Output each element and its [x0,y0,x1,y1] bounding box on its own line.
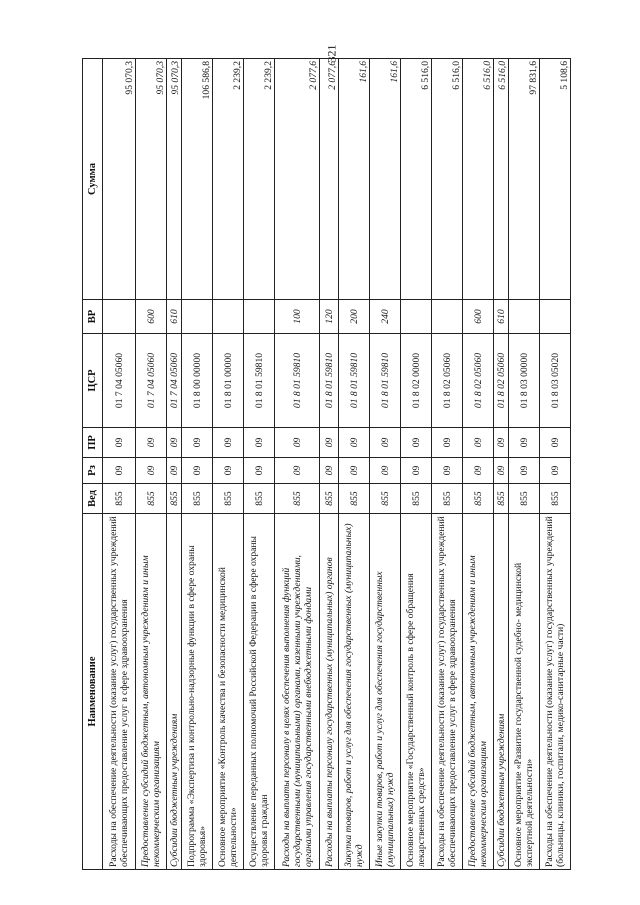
table-row [103,59,136,870]
table-row [275,59,320,870]
row-rz: 09 [463,458,494,484]
header-vr: ВР [83,300,103,334]
row-sum: 95 070,3 [136,59,167,300]
row-pr: 09 [494,428,509,458]
row-name: Иные закупки товаров, работ и услуг для обеспечения государственных (муниципальных) нужд [370,514,401,870]
row-vr: 240 [370,300,401,334]
rotated-table [82,58,570,870]
row-name: Расходы на выплаты персоналу государственных (муниципальных) органов [320,514,339,870]
row-rz: 09 [167,458,182,484]
row-vr: 600 [136,300,167,334]
table-row [213,59,244,870]
row-vr: 200 [339,300,370,334]
row-rz: 09 [370,458,401,484]
row-rz: 09 [182,458,213,484]
row-csr: 01 7 04 05060 [136,334,167,428]
row-sum: 2 239,2 [244,59,275,300]
row-csr: 01 8 01 59810 [320,334,339,428]
row-name: Расходы на обеспечение деятельности (оказание услуг) государственных учреждений (больницы, клиники, госпитали, медико-санитарные части) [540,514,571,870]
table-row [244,59,275,870]
row-sum: 6 516,0 [463,59,494,300]
row-sum: 95 070,3 [103,59,136,300]
page-number: 321 [324,44,339,63]
row-rz: 09 [103,458,136,484]
row-sum: 161,6 [370,59,401,300]
row-sum: 106 586,8 [182,59,213,300]
row-pr: 09 [432,428,463,458]
row-vr: 610 [494,300,509,334]
table-row [339,59,370,870]
row-csr: 01 7 04 05060 [103,334,136,428]
row-sum: 6 516,0 [401,59,432,300]
row-csr: 01 8 02 05060 [463,334,494,428]
row-name: Расходы на обеспечение деятельности (оказание услуг) государственных учреждений обеспечивающих предоставление услуг в сфере здравоохранения [432,514,463,870]
row-name: Закупка товаров, работ и услуг для обеспечения государственных (муниципальных) нужд [339,514,370,870]
row-vr [401,300,432,334]
row-csr: 01 8 03 05020 [540,334,571,428]
row-ved: 855 [320,484,339,514]
row-sum: 5 108,6 [540,59,571,300]
row-rz: 09 [136,458,167,484]
row-ved: 855 [275,484,320,514]
row-sum: 2 077,6 [275,59,320,300]
row-vr [213,300,244,334]
row-pr: 09 [540,428,571,458]
row-rz: 09 [432,458,463,484]
row-csr: 01 8 00 00000 [182,334,213,428]
table-body [103,59,571,870]
row-name: Расходы на выплаты персоналу в целях обеспечения выполнения функций государственными (муниципальными) органами, казенными учреждениями, органами управления государственными внебюджетными фондами [275,514,320,870]
row-name: Осуществление переданных полномочий Российской Федерации в сфере охраны здоровья граждан [244,514,275,870]
table-row [509,59,540,870]
row-sum: 2 239,2 [213,59,244,300]
row-pr: 09 [103,428,136,458]
row-vr [432,300,463,334]
row-rz: 09 [494,458,509,484]
row-csr: 01 7 04 05060 [167,334,182,428]
row-ved: 855 [494,484,509,514]
row-csr: 01 8 01 59810 [370,334,401,428]
row-csr: 01 8 02 00000 [401,334,432,428]
row-rz: 09 [244,458,275,484]
row-name: Субсидии бюджетным учреждениям [167,514,182,870]
row-vr: 600 [463,300,494,334]
row-vr [244,300,275,334]
row-rz: 09 [339,458,370,484]
table-row [540,59,571,870]
row-rz: 09 [509,458,540,484]
row-vr: 610 [167,300,182,334]
row-csr: 01 8 02 05060 [494,334,509,428]
row-ved: 855 [339,484,370,514]
row-pr: 09 [213,428,244,458]
row-pr: 09 [509,428,540,458]
table-row [320,59,339,870]
header-sum: Сумма [83,59,103,300]
row-pr: 09 [320,428,339,458]
row-pr: 09 [167,428,182,458]
row-name: Подпрограмма «Экспертиза и контрольно-надзорные функции в сфере охраны здоровья» [182,514,213,870]
row-vr [540,300,571,334]
row-rz: 09 [401,458,432,484]
table-row [401,59,432,870]
table-row [494,59,509,870]
row-ved: 855 [432,484,463,514]
row-sum: 6 516,0 [494,59,509,300]
row-csr: 01 8 01 59810 [275,334,320,428]
row-sum: 95 070,3 [167,59,182,300]
row-vr: 120 [320,300,339,334]
row-ved: 855 [136,484,167,514]
budget-table [82,58,571,870]
row-vr: 100 [275,300,320,334]
row-name: Субсидии бюджетным учреждениям [494,514,509,870]
row-pr: 09 [463,428,494,458]
row-csr: 01 8 01 00000 [213,334,244,428]
header-ved: Вед [83,484,103,514]
row-rz: 09 [213,458,244,484]
header-name: Наименование [83,514,103,870]
row-ved: 855 [103,484,136,514]
header-pr: ПР [83,428,103,458]
row-csr: 01 8 01 59810 [339,334,370,428]
row-csr: 01 8 02 05060 [432,334,463,428]
row-ved: 855 [182,484,213,514]
row-vr [103,300,136,334]
row-ved: 855 [540,484,571,514]
row-sum: 6 516,0 [432,59,463,300]
row-ved: 855 [244,484,275,514]
row-sum: 2 077,6 [320,59,339,300]
row-vr [182,300,213,334]
row-ved: 855 [370,484,401,514]
row-name: Предоставление субсидий бюджетным, автономным учреждениям и иным некоммерческим организациям [463,514,494,870]
row-ved: 855 [213,484,244,514]
table-row [370,59,401,870]
row-pr: 09 [370,428,401,458]
table-row [432,59,463,870]
row-sum: 97 831,6 [509,59,540,300]
table-row [136,59,167,870]
table-row [182,59,213,870]
row-name: Расходы на обеспечение деятельности (оказание услуг) государственных учреждений обеспечивающих предоставление услуг в сфере здравоохранения [103,514,136,870]
table-row [463,59,494,870]
row-csr: 01 8 01 59810 [244,334,275,428]
row-ved: 855 [463,484,494,514]
row-ved: 855 [401,484,432,514]
row-pr: 09 [182,428,213,458]
row-sum: 161,6 [339,59,370,300]
header-rz: Рз [83,458,103,484]
row-pr: 09 [275,428,320,458]
row-ved: 855 [509,484,540,514]
row-name: Предоставление субсидий бюджетным, автономным учреждениям и иным некоммерческим организациям [136,514,167,870]
row-pr: 09 [401,428,432,458]
row-pr: 09 [136,428,167,458]
row-rz: 09 [540,458,571,484]
budget-table-container [82,58,570,870]
row-name: Основное мероприятие «Государственный контроль в сфере обращения лекарственных средств» [401,514,432,870]
row-name: Основное мероприятие «Контроль качества и безопасности медицинской деятельности» [213,514,244,870]
row-pr: 09 [339,428,370,458]
row-name: Основное мероприятие «Развитие государственной судебно- медицинской экспертной деятельности» [509,514,540,870]
table-header-row [83,59,103,870]
row-vr [509,300,540,334]
table-row [167,59,182,870]
row-pr: 09 [244,428,275,458]
row-ved: 855 [167,484,182,514]
row-csr: 01 8 03 00000 [509,334,540,428]
row-rz: 09 [320,458,339,484]
row-rz: 09 [275,458,320,484]
header-csr: ЦСР [83,334,103,428]
